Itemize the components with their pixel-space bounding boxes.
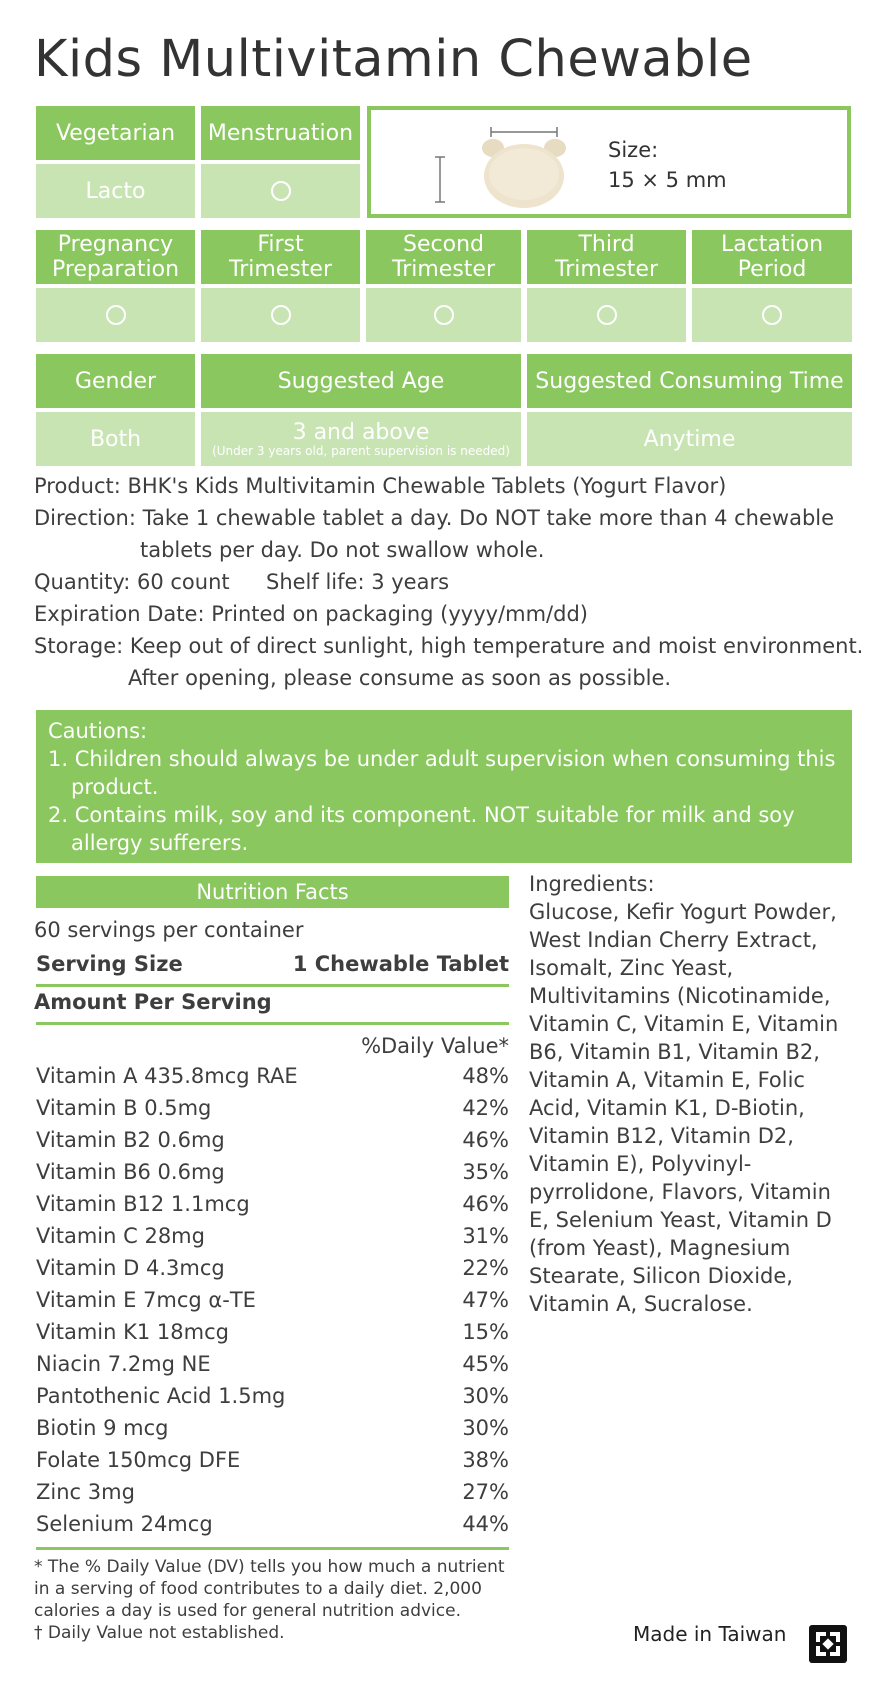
storage-line-cont: After opening, please consume as soon as possible.: [128, 666, 672, 690]
suggested-age-value-cell: [201, 412, 521, 466]
tablet-image: [421, 114, 621, 214]
pregnancy-preparation-header: Pregnancy Preparation: [36, 230, 195, 284]
second-trimester-header: Second Trimester: [366, 230, 521, 284]
circle-mark-icon: [106, 305, 126, 325]
tablet-size-box: [367, 106, 851, 218]
cautions-box: [36, 710, 852, 863]
cautions-title: Cautions:: [48, 719, 148, 743]
expiration-line: Expiration Date: Printed on packaging (yyyy/mm/dd): [34, 602, 588, 626]
size-label: Size:: [608, 138, 659, 162]
serving-size-value: 1 Chewable Tablet: [292, 952, 509, 976]
circle-mark-icon: [434, 305, 454, 325]
nutrient-row: Zinc 3mg 27%: [36, 1480, 509, 1504]
lactation-period-value: [692, 288, 852, 342]
divider: [36, 1547, 509, 1550]
suggested-age-value: 3 and above: [292, 419, 430, 445]
nutrition-facts-header: Nutrition Facts: [36, 876, 509, 908]
shelf-life-line: Shelf life: 3 years: [266, 570, 450, 594]
ingredients-text: Glucose, Kefir Yogurt Powder, West Indian Cherry Extract, Isomalt, Zinc Yeast, Multivitamins (Nicotinamide, Vitamin C, Vitamin E, Vitamin B6, Vitamin B1, Vitamin B2, Vitamin A, Vitamin E, Folic Acid, Vitamin K1, D-Biotin, Vitamin B12, Vitamin D2, Vitamin E), Polyvinyl-pyrrolidone, Flavors, Vitamin E, Selenium Yeast, Vitamin D (from Yeast), Magnesium Stearate, Silicon Dioxide, Vitamin A, Sucralose.: [529, 900, 839, 1316]
direction-line: Direction: Take 1 chewable tablet a day. Do NOT take more than 4 chewable: [34, 506, 835, 530]
quantity-line: Quantity: 60 count: [34, 570, 230, 594]
nutrient-row: Folate 150mcg DFE 38%: [36, 1448, 509, 1472]
made-in-label: Made in Taiwan: [633, 1622, 787, 1646]
storage-line: Storage: Keep out of direct sunlight, high temperature and moist environment.: [34, 634, 864, 658]
suggested-time-header: Suggested Consuming Time: [527, 354, 852, 408]
nutrient-row: Selenium 24mcg 44%: [36, 1512, 509, 1536]
serving-size-label: Serving Size: [36, 952, 183, 976]
nutrient-row: Vitamin B 0.5mg 42%: [36, 1096, 509, 1120]
nutrient-row: Vitamin C 28mg 31%: [36, 1224, 509, 1248]
nutrient-row: Vitamin D 4.3mcg 22%: [36, 1256, 509, 1280]
serving-size-row: [36, 948, 509, 980]
caution-item: 1. Children should always be under adult supervision when consuming this product.: [48, 747, 836, 799]
nutrient-row: Vitamin B6 0.6mg 35%: [36, 1160, 509, 1184]
divider: [36, 1022, 509, 1025]
suggested-age-note: (Under 3 years old, parent supervision is needed): [212, 443, 510, 458]
nutrient-row: Vitamin B2 0.6mg 46%: [36, 1128, 509, 1152]
daily-value-footnote: * The % Daily Value (DV) tells you how much a nutrient in a serving of food contributes to a daily diet. 2,000 calories a day is used for general nutrition advice.: [34, 1557, 505, 1621]
ingredients-block: [529, 870, 854, 1318]
direction-line-cont: tablets per day. Do not swallow whole.: [140, 538, 545, 562]
ingredients-title: Ingredients:: [529, 872, 655, 896]
amount-per-serving: Amount Per Serving: [34, 990, 272, 1014]
menstruation-header: Menstruation: [201, 106, 360, 160]
nutrient-row: Pantothenic Acid 1.5mg 30%: [36, 1384, 509, 1408]
vegetarian-value: Lacto: [36, 164, 195, 218]
menstruation-value-cell: [201, 164, 360, 218]
first-trimester-header: First Trimester: [201, 230, 360, 284]
nutrient-row: Vitamin A 435.8mcg RAE 48%: [36, 1064, 509, 1088]
nutrient-row: Biotin 9 mcg 30%: [36, 1416, 509, 1440]
circle-mark-icon: [271, 305, 291, 325]
lactation-period-header: Lactation Period: [692, 230, 852, 284]
product-line: Product: BHK's Kids Multivitamin Chewable Tablets (Yogurt Flavor): [34, 474, 727, 498]
vegetarian-header: Vegetarian: [36, 106, 195, 160]
gender-header: Gender: [36, 354, 195, 408]
daily-value-header: %Daily Value*: [361, 1034, 509, 1058]
size-value: 15 × 5 mm: [608, 168, 727, 192]
first-trimester-value: [201, 288, 360, 342]
daily-value-header-row: [36, 1030, 509, 1062]
dagger-footnote: † Daily Value not established.: [34, 1623, 285, 1643]
nutrient-row: Vitamin E 7mcg α-TE 47%: [36, 1288, 509, 1312]
divider: [36, 984, 509, 987]
second-trimester-value: [366, 288, 521, 342]
third-trimester-value: [527, 288, 686, 342]
circle-mark-icon: [597, 305, 617, 325]
third-trimester-header: Third Trimester: [527, 230, 686, 284]
nutrient-row: Niacin 7.2mg NE 45%: [36, 1352, 509, 1376]
nutrient-row: Vitamin K1 18mcg 15%: [36, 1320, 509, 1344]
recycling-logo-icon: [808, 1624, 848, 1664]
circle-mark-icon: [271, 181, 291, 201]
servings-per-container: 60 servings per container: [34, 918, 304, 942]
suggested-time-value: Anytime: [527, 412, 852, 466]
nutrient-row: Vitamin B12 1.1mcg 46%: [36, 1192, 509, 1216]
page-title: Kids Multivitamin Chewable: [34, 30, 753, 89]
gender-value: Both: [36, 412, 195, 466]
circle-mark-icon: [762, 305, 782, 325]
caution-item: 2. Contains milk, soy and its component. NOT suitable for milk and soy allergy sufferers.: [48, 803, 795, 855]
pregnancy-preparation-value: [36, 288, 195, 342]
suggested-age-header: Suggested Age: [201, 354, 521, 408]
